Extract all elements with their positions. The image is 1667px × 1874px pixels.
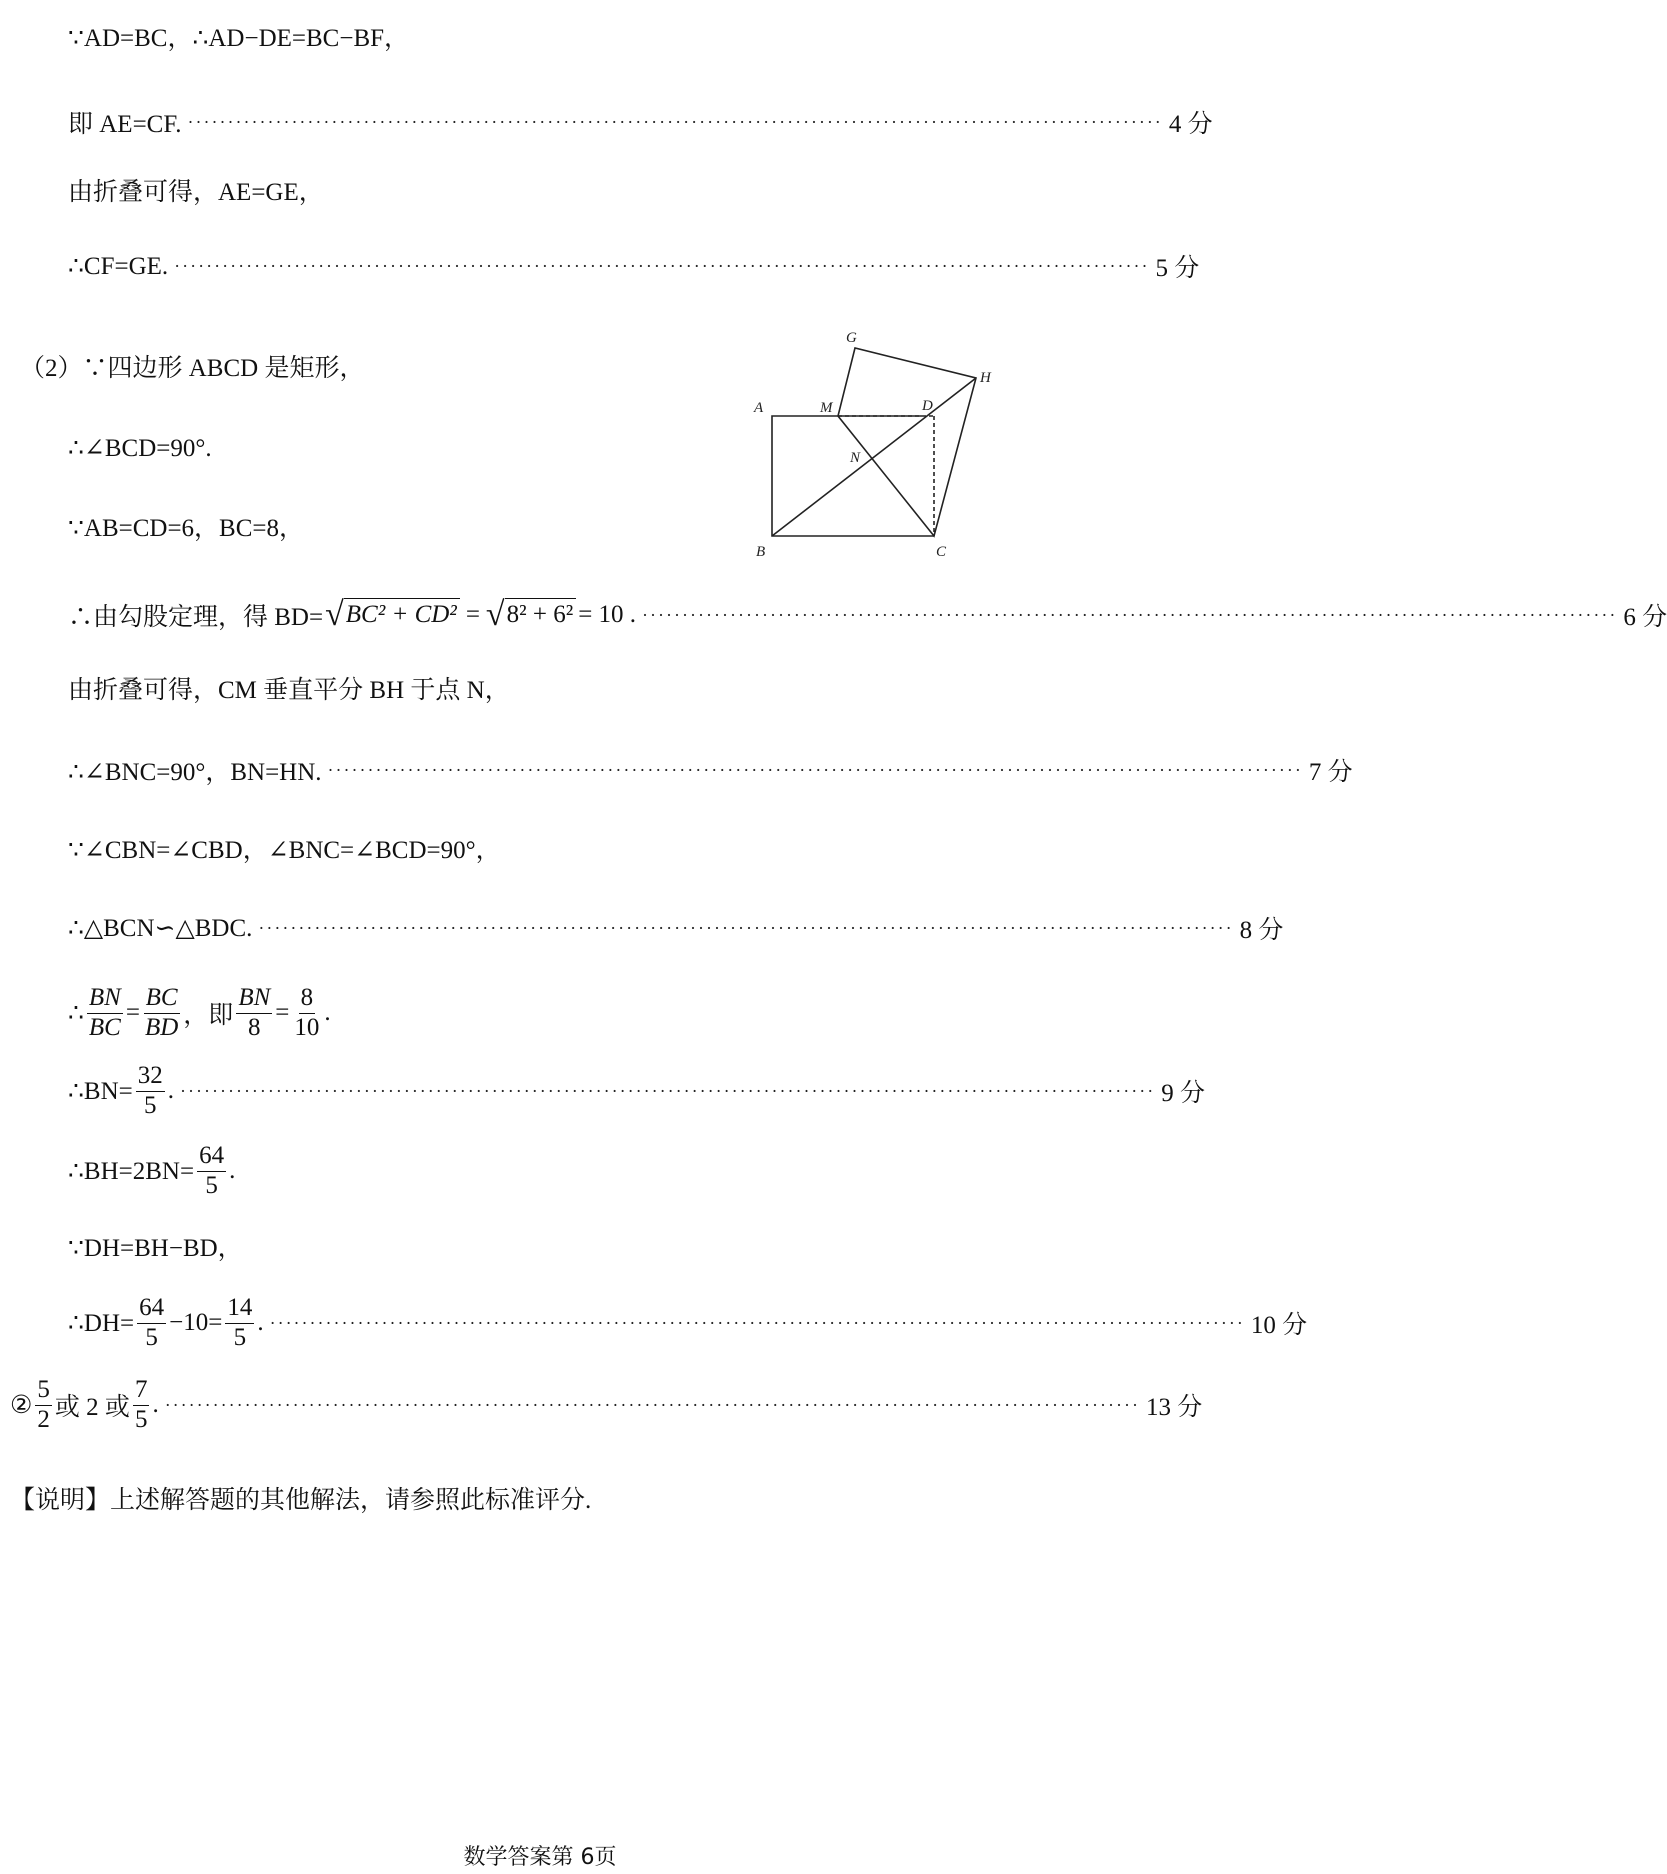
numerator: 64 (137, 1294, 166, 1324)
fraction (133, 1376, 150, 1435)
denominator: 5 (143, 1091, 157, 1119)
score: 13 分 (1145, 1394, 1203, 1421)
numerator: 64 (197, 1142, 226, 1172)
line-8: ∴由勾股定理，得 BD= √ BC² + CD² = √ 8² + 6² = 10 . ·························································································································· 6 分 (68, 596, 1667, 633)
fraction (225, 1294, 254, 1353)
denominator: 10 (294, 1013, 320, 1041)
line-text: （2）∵四边形 ABCD 是矩形， (20, 355, 365, 382)
leader-dots: ·························································································································· (269, 1312, 1245, 1333)
label-b: B (756, 544, 766, 560)
folded-polygon (838, 348, 976, 536)
fraction (87, 984, 123, 1043)
geometry-figure (752, 326, 1000, 558)
line-text: ，即 (183, 1002, 234, 1029)
radicand: 8² + 6² (505, 598, 577, 632)
fraction (136, 1062, 165, 1121)
leader-dots: ·························································································································· (174, 255, 1150, 276)
leader-dots: ·························································································································· (179, 1080, 1156, 1101)
denominator: 5 (134, 1405, 148, 1433)
label-m: M (820, 400, 833, 416)
score: 4 分 (1168, 111, 1213, 138)
score: 9 分 (1161, 1080, 1206, 1107)
label-h: H (980, 370, 991, 386)
denominator: BD (144, 1013, 179, 1041)
numerator: 32 (136, 1062, 165, 1092)
radicand: BC² + CD² (344, 598, 460, 632)
line-4 (68, 246, 1200, 286)
line-19-note (10, 1478, 1080, 1518)
line-17 (68, 1288, 1308, 1358)
diagonal-bh (772, 378, 976, 536)
score: 7 分 (1308, 759, 1353, 786)
line-9 (68, 668, 1080, 708)
denominator: BC (88, 1013, 121, 1041)
fraction (137, 1294, 166, 1353)
line-text: ∴ (68, 1000, 84, 1027)
numerator: BN (236, 984, 272, 1014)
numerator: 5 (35, 1376, 52, 1406)
denominator: 5 (233, 1323, 247, 1351)
line-text: = 10 . (578, 601, 637, 628)
line-text: −10= (169, 1309, 223, 1336)
sqrt-bc-cd: √ BC² + CD² (325, 598, 460, 632)
leader-dots: ·························································································································· (327, 759, 1303, 780)
fraction (35, 1376, 52, 1435)
numerator: 14 (225, 1294, 254, 1324)
line-text: ∴CF=GE. (68, 253, 169, 280)
line-text: ∵AB=CD=6，BC=8， (68, 515, 305, 542)
label-d: D (922, 398, 933, 414)
denominator: 5 (205, 1171, 218, 1199)
page-footer: 数学答案第 6页 (463, 1845, 617, 1870)
line-1 (68, 16, 1080, 56)
fraction (197, 1142, 226, 1201)
label-a: A (754, 400, 764, 416)
equals: = (125, 999, 140, 1026)
numerator: BC (144, 984, 180, 1014)
line-text: 即 AE=CF. (68, 111, 182, 138)
line-text: ∵AD=BC，∴AD−DE=BC−BF， (68, 25, 410, 52)
fraction (143, 984, 180, 1043)
line-10 (68, 750, 1353, 790)
line-text: 或 2 或 (54, 1394, 130, 1421)
score: 6 分 (1623, 604, 1667, 631)
sqrt-8-6: √ 8² + 6² (486, 598, 576, 632)
numerator: 8 (299, 984, 316, 1014)
leader-dots: ·························································································································· (258, 917, 1234, 938)
score: 8 分 (1239, 917, 1284, 944)
numerator: 7 (133, 1376, 150, 1406)
line-text: . (152, 1391, 159, 1418)
circled-2: ② (10, 1392, 33, 1419)
line-16 (68, 1226, 1080, 1266)
line-3 (68, 170, 1080, 210)
line-11 (68, 828, 1080, 868)
line-text: ∵DH=BH−BD， (68, 1235, 243, 1262)
label-g: G (846, 330, 857, 346)
line-text: . (324, 999, 331, 1026)
line-text: 由折叠可得，CM 垂直平分 BH 于点 N， (68, 677, 510, 704)
denominator: 8 (248, 1013, 261, 1041)
fraction (236, 984, 272, 1043)
denominator: 5 (145, 1323, 158, 1351)
label-c: C (936, 544, 947, 560)
line-13 (68, 978, 1080, 1048)
line-text: 由折叠可得，AE=GE， (68, 179, 324, 206)
line-text: ∵∠CBN=∠CBD，∠BNC=∠BCD=90°， (68, 837, 501, 864)
leader-dots: ·························································································································· (164, 1394, 1140, 1415)
numerator: BN (87, 984, 123, 1014)
denominator: 2 (37, 1405, 50, 1433)
label-n: N (850, 450, 861, 466)
line-text: . (229, 1157, 236, 1184)
line-text: . (167, 1077, 174, 1104)
line-18 (10, 1370, 1203, 1440)
line-2 (68, 102, 1213, 142)
line-text: ∴DH= (68, 1310, 135, 1337)
line-text: ∴∠BCD=90°. (68, 435, 212, 462)
line-text: ∴BN= (68, 1078, 133, 1105)
leader-dots: ·························································································································· (642, 604, 1618, 625)
line-text: ∴∠BNC=90°，BN=HN. (68, 759, 322, 786)
line-12 (68, 908, 1284, 948)
score: 5 分 (1155, 255, 1200, 282)
line-text: . (257, 1309, 264, 1336)
line-15 (68, 1136, 1080, 1206)
line-text: ∴由勾股定理，得 BD= (68, 604, 324, 631)
leader-dots: ·························································································································· (187, 111, 1163, 132)
line-14 (68, 1056, 1206, 1126)
fraction (292, 984, 321, 1043)
score: 10 分 (1250, 1312, 1308, 1339)
equals: = (275, 999, 290, 1026)
line-text: ∴△BCN∽△BDC. (68, 915, 253, 942)
line-text: ∴BH=2BN= (68, 1158, 195, 1185)
note-text: 【说明】上述解答题的其他解法，请参照此标准评分. (10, 1487, 592, 1514)
